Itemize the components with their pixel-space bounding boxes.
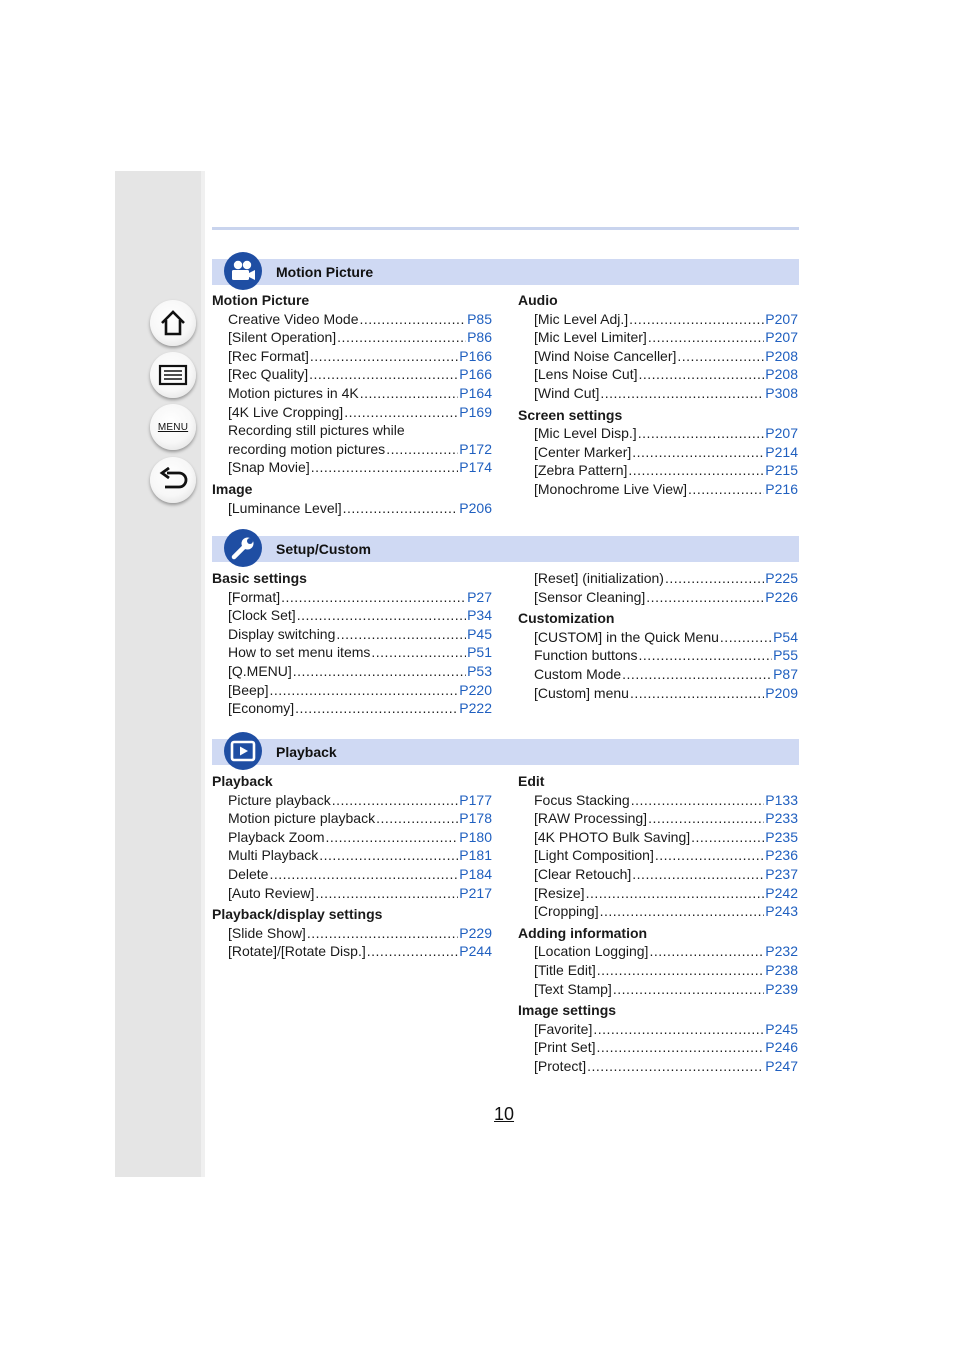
entry-label: Playback Zoom (228, 828, 325, 845)
dot-leader (325, 828, 458, 847)
group-spacer (518, 499, 798, 502)
dot-leader (309, 365, 458, 384)
dot-leader (648, 328, 764, 347)
dot-leader (593, 1020, 764, 1039)
entry-label: Multi Playback (228, 847, 319, 864)
index-entry[interactable] (518, 384, 798, 403)
page-link[interactable]: P86 (467, 329, 492, 346)
entry-label: Custom Mode (534, 665, 622, 682)
entry-label: [Mic Level Disp.] (534, 425, 637, 442)
entry-label: [Luminance Level] (228, 499, 342, 516)
entry-label: Focus Stacking (534, 791, 630, 808)
index-entry[interactable] (518, 942, 798, 961)
dot-leader (360, 384, 459, 403)
page-link[interactable]: P208 (765, 347, 798, 364)
menu-label: MENU (157, 421, 189, 433)
index-entry[interactable] (518, 310, 798, 329)
index-entry[interactable] (518, 628, 798, 647)
page-link[interactable]: P216 (765, 480, 798, 497)
group-heading: Image (212, 480, 253, 497)
dot-leader (630, 684, 764, 703)
page-link[interactable]: P166 (459, 366, 492, 383)
dot-leader (648, 809, 764, 828)
playback-left-column (212, 772, 492, 964)
index-entry[interactable] (518, 365, 798, 384)
dot-leader (720, 628, 772, 647)
section-title: Setup/Custom (276, 541, 371, 557)
index-entry[interactable] (518, 865, 798, 884)
index-entry[interactable] (212, 588, 492, 607)
entry-label: [Economy] (228, 700, 295, 717)
entry-label: [RAW Processing] (534, 810, 648, 827)
entry-label: Function buttons (534, 647, 638, 664)
entry-label: [Wind Noise Canceller] (534, 347, 677, 364)
page-link[interactable]: P133 (765, 791, 798, 808)
entry-label: [Q.MENU] (228, 662, 292, 679)
section-header-motion-picture (212, 259, 799, 285)
entry-label: [Text Stamp] (534, 980, 612, 997)
dot-leader (622, 665, 772, 684)
page-link[interactable]: P180 (459, 828, 492, 845)
dot-leader (343, 499, 459, 518)
entry-label: [Format] (228, 588, 281, 605)
index-entry[interactable] (212, 384, 492, 403)
group-heading: Basic settings (212, 570, 307, 586)
page-link[interactable]: P45 (467, 625, 492, 642)
index-entry[interactable] (212, 310, 492, 329)
page-link[interactable]: P229 (459, 924, 492, 941)
entry-label: [Silent Operation] (228, 329, 337, 346)
index-entry[interactable] (212, 828, 492, 847)
page-link[interactable]: P184 (459, 865, 492, 882)
group-heading: Edit (518, 773, 545, 789)
entry-label: Motion picture playback (228, 810, 376, 827)
dot-leader (677, 347, 764, 366)
section-header-setup-custom (212, 536, 799, 562)
index-entry[interactable] (212, 791, 492, 810)
page-link[interactable]: P209 (765, 684, 798, 701)
index-entry[interactable] (212, 499, 492, 518)
index-entry[interactable] (212, 884, 492, 903)
movie-camera-icon (224, 252, 262, 290)
index-entry[interactable] (518, 443, 798, 462)
dot-leader (293, 662, 466, 681)
group-spacer (212, 718, 492, 721)
index-entry[interactable] (518, 665, 798, 684)
index-entry[interactable] (212, 403, 492, 422)
dot-leader (629, 310, 764, 329)
dot-leader (269, 681, 458, 700)
entry-label: [4K Live Cropping] (228, 403, 344, 420)
group-heading: Audio (518, 292, 558, 308)
entry-label: [Beep] (228, 681, 269, 698)
entry-label: Motion pictures in 4K (228, 384, 359, 401)
index-entry[interactable] (518, 1057, 798, 1076)
group-spacer (518, 702, 798, 705)
group-heading: Playback (212, 773, 273, 789)
dot-leader (386, 440, 458, 459)
page-link[interactable]: P225 (765, 570, 798, 586)
list-icon (158, 363, 188, 387)
entry-label: [Slide Show] (228, 924, 306, 941)
page-link[interactable]: P235 (765, 828, 798, 845)
index-entry[interactable] (212, 328, 492, 347)
entry-label: [Light Composition] (534, 847, 654, 864)
page-link[interactable]: P246 (765, 1039, 798, 1056)
home-button[interactable] (150, 300, 196, 346)
entry-label: [Mic Level Adj.] (534, 310, 629, 327)
page-link[interactable]: P166 (459, 347, 492, 364)
dot-leader (297, 606, 466, 625)
entry-label: [Center Marker] (534, 443, 632, 460)
dot-leader (319, 846, 458, 865)
index-entry[interactable] (212, 809, 492, 828)
page-link[interactable]: P207 (765, 425, 798, 442)
page-link[interactable]: P87 (773, 665, 798, 682)
page-link[interactable]: P34 (467, 607, 492, 624)
playback-right-column (518, 772, 798, 1079)
group-spacer (212, 517, 492, 520)
page-link[interactable]: P55 (773, 647, 798, 664)
index-entry[interactable] (518, 980, 798, 999)
entry-label: [CUSTOM] in the Quick Menu (534, 628, 719, 645)
dot-leader (295, 699, 458, 718)
index-entry[interactable] (518, 791, 798, 810)
page-link[interactable]: P214 (765, 443, 798, 460)
dot-leader (631, 791, 765, 810)
dot-leader (639, 365, 765, 384)
index-entry[interactable] (518, 902, 798, 921)
section-title: Motion Picture (276, 264, 374, 280)
group-heading: Playback/display settings (212, 906, 383, 923)
dot-leader (655, 846, 764, 865)
entry-label: Recording still pictures while (228, 422, 405, 439)
entry-label: [Snap Movie] (228, 459, 310, 476)
page-link[interactable]: P226 (765, 588, 798, 605)
dot-leader (336, 625, 466, 644)
entry-label: [Favorite] (534, 1020, 593, 1037)
entry-label: [Auto Review] (228, 884, 315, 901)
page-link[interactable]: P54 (773, 628, 798, 645)
dot-leader (371, 643, 466, 662)
group-heading: Adding information (518, 924, 648, 941)
entry-label: Delete (228, 865, 269, 882)
entry-label: [Monochrome Live View] (534, 480, 688, 497)
page-link[interactable]: P244 (459, 943, 492, 960)
index-entry[interactable] (212, 865, 492, 884)
group-spacer (518, 1076, 798, 1079)
entry-label: [Resize] (534, 884, 585, 901)
dot-leader (613, 980, 764, 999)
dot-leader (587, 1057, 764, 1076)
page-link[interactable]: P242 (765, 884, 798, 901)
entry-label: [Cropping] (534, 903, 599, 920)
page-link[interactable]: P239 (765, 980, 798, 997)
dot-leader (281, 588, 466, 607)
group-spacer (212, 961, 492, 964)
dot-leader (638, 424, 765, 443)
index-entry[interactable] (212, 942, 492, 961)
dot-leader (311, 458, 459, 477)
index-entry[interactable] (212, 924, 492, 943)
side-panel-edge (201, 171, 205, 1177)
entry-label: recording motion pictures (228, 440, 386, 457)
page-link[interactable]: P207 (765, 310, 798, 327)
page-link[interactable]: P308 (765, 384, 798, 401)
index-entry[interactable] (518, 347, 798, 366)
setup-custom-left-column (212, 569, 492, 721)
page-link[interactable]: P245 (765, 1020, 798, 1037)
page-link[interactable]: P169 (459, 403, 492, 420)
page-number: 10 (494, 1104, 515, 1124)
entry-label: [Reset] (initialization) (534, 570, 664, 586)
entry-label: [Protect] (534, 1057, 587, 1074)
page-link[interactable]: P181 (459, 847, 492, 864)
group-heading: Screen settings (518, 406, 623, 423)
page-link[interactable]: P172 (459, 440, 492, 457)
dot-leader (596, 1038, 764, 1057)
dot-leader (597, 961, 765, 980)
dot-leader (688, 480, 764, 499)
index-entry[interactable] (212, 347, 492, 366)
dot-leader (586, 884, 765, 903)
entry-label: [Location Logging] (534, 943, 649, 960)
entry-label: [Rec Quality] (228, 366, 309, 383)
dot-leader (344, 403, 458, 422)
dot-leader (269, 865, 458, 884)
dot-leader (639, 646, 773, 665)
entry-label: [Custom] menu (534, 684, 629, 701)
section-title: Playback (276, 744, 337, 760)
back-arrow-icon (158, 467, 188, 493)
setup-custom-right-column (518, 569, 798, 705)
index-entry[interactable] (212, 662, 492, 681)
playback-icon (224, 732, 262, 770)
index-entry[interactable] (518, 1020, 798, 1039)
entry-label: [Rec Format] (228, 347, 309, 364)
group-heading: Customization (518, 610, 615, 627)
dot-leader (649, 942, 764, 961)
index-entry[interactable] (518, 809, 798, 828)
page-link[interactable]: P236 (765, 847, 798, 864)
page-link[interactable]: P177 (459, 791, 492, 808)
index-entry[interactable] (518, 828, 798, 847)
section-header-playback (212, 739, 799, 765)
menu-button[interactable] (150, 404, 196, 450)
index-entry (212, 421, 492, 440)
entry-label: Creative Video Mode (228, 310, 359, 327)
index-entry[interactable] (518, 328, 798, 347)
index-entry[interactable] (518, 846, 798, 865)
dot-leader (359, 310, 466, 329)
index-entry[interactable] (212, 440, 492, 459)
page-link[interactable]: P243 (765, 903, 798, 920)
entry-label: [Sensor Cleaning] (534, 588, 646, 605)
motion-picture-right-column (518, 291, 798, 502)
page-link[interactable]: P164 (459, 384, 492, 401)
index-entry[interactable] (518, 884, 798, 903)
wrench-icon (224, 529, 262, 567)
page-link[interactable]: P215 (765, 462, 798, 479)
page-link[interactable]: P238 (765, 961, 798, 978)
entry-label: [Lens Noise Cut] (534, 366, 638, 383)
page-link[interactable]: P237 (765, 865, 798, 882)
dot-leader (307, 924, 458, 943)
index-entry[interactable] (518, 1038, 798, 1057)
entry-label: [Rotate]/[Rotate Disp.] (228, 943, 366, 960)
index-entry[interactable] (518, 588, 798, 607)
index-entry[interactable] (212, 643, 492, 662)
entry-label: [Zebra Pattern] (534, 462, 628, 479)
entry-label: Picture playback (228, 791, 331, 808)
group-heading: Image settings (518, 1002, 617, 1019)
dot-leader (337, 328, 466, 347)
dot-leader (367, 942, 459, 961)
entry-label: [Print Set] (534, 1039, 596, 1056)
page-link[interactable]: P206 (459, 499, 492, 516)
index-entry[interactable] (212, 699, 492, 718)
page-link[interactable]: P174 (459, 459, 492, 476)
group-heading: Motion Picture (212, 292, 310, 308)
home-icon (159, 309, 187, 337)
index-entry[interactable] (518, 480, 798, 499)
index-entry[interactable] (212, 625, 492, 644)
dot-leader (632, 865, 764, 884)
entry-label: [Clock Set] (228, 607, 296, 624)
index-entry[interactable] (212, 606, 492, 625)
dot-leader (376, 809, 458, 828)
page-link[interactable]: P178 (459, 810, 492, 827)
motion-picture-left-column (212, 291, 492, 520)
dot-leader (600, 902, 765, 921)
page-link[interactable]: P232 (765, 943, 798, 960)
back-button[interactable] (150, 457, 196, 503)
page-link[interactable]: P53 (467, 662, 492, 679)
dot-leader (665, 569, 764, 588)
page-link[interactable]: P208 (765, 366, 798, 383)
dot-leader (628, 461, 764, 480)
page-link[interactable]: P85 (467, 310, 492, 327)
page-link[interactable]: P207 (765, 329, 798, 346)
dot-leader (600, 384, 764, 403)
page-link[interactable]: P51 (467, 644, 492, 661)
contents-button[interactable] (150, 352, 196, 398)
entry-label: [Clear Retouch] (534, 865, 632, 882)
index-entry[interactable] (518, 961, 798, 980)
entry-label: Display switching (228, 625, 336, 642)
index-entry[interactable] (518, 424, 798, 443)
dot-leader (632, 443, 764, 462)
page-link[interactable]: P27 (467, 588, 492, 605)
entry-label: [Wind Cut] (534, 384, 600, 401)
index-entry[interactable] (518, 646, 798, 665)
dot-leader (646, 588, 764, 607)
index-entry[interactable] (212, 681, 492, 700)
page-link[interactable]: P217 (459, 884, 492, 901)
header-rule (212, 227, 799, 230)
dot-leader (315, 884, 458, 903)
index-entry[interactable] (212, 365, 492, 384)
entry-label: [4K PHOTO Bulk Saving] (534, 828, 691, 845)
page-link[interactable]: P220 (459, 681, 492, 698)
page-link[interactable]: P222 (459, 700, 492, 717)
entry-label: How to set menu items (228, 644, 371, 661)
entry-label: [Title Edit] (534, 961, 596, 978)
index-entry[interactable] (518, 461, 798, 480)
dot-leader (332, 791, 459, 810)
page-link[interactable]: P247 (765, 1057, 798, 1074)
index-entry[interactable] (212, 458, 492, 477)
entry-label: [Mic Level Limiter] (534, 329, 647, 346)
dot-leader (310, 347, 458, 366)
dot-leader (691, 828, 764, 847)
index-entry[interactable] (212, 846, 492, 865)
index-entry[interactable] (518, 569, 798, 588)
page-link[interactable]: P233 (765, 810, 798, 827)
index-entry[interactable] (518, 684, 798, 703)
